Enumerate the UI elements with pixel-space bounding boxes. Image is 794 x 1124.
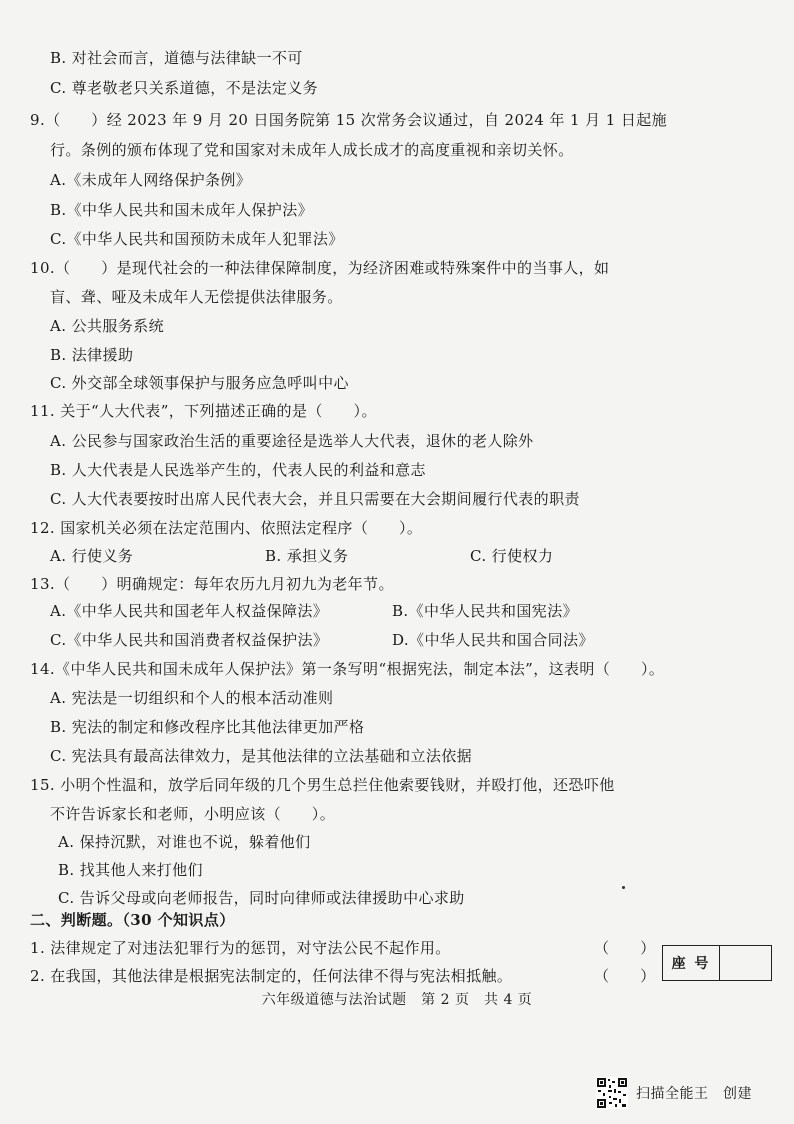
q10-option-a: A. 公共服务系统 <box>50 317 164 335</box>
scanner-watermark <box>596 1077 752 1109</box>
q11-option-a: A. 公民参与国家政治生活的重要途径是选举人大代表，退休的老人除外 <box>50 432 534 450</box>
tf-question-1: 1. 法律规定了对违法犯罪行为的惩罚，对守法公民不起作用。 <box>30 939 451 957</box>
page-footer: 六年级道德与法治试题 第 2 页 共 4 页 <box>261 992 533 1008</box>
q13-option-d: D.《中华人民共和国合同法》 <box>392 631 594 649</box>
q13-option-a: A.《中华人民共和国老年人权益保障法》 <box>50 602 329 620</box>
q11-option-c: C. 人大代表要按时出席人民代表大会，并且只需要在大会期间履行代表的职责 <box>50 490 580 508</box>
q13-option-c: C.《中华人民共和国消费者权益保护法》 <box>50 631 329 649</box>
q8-option-b: B. 对社会而言，道德与法律缺一不可 <box>50 49 303 67</box>
q10-option-c: C. 外交部全球领事保护与服务应急呼叫中心 <box>50 374 349 392</box>
q9-stem: 9.（ ）经 2023 年 9 月 20 日国务院第 15 次常务会议通过，自 2024 年 1 月 1 日起施 <box>30 111 668 129</box>
q12-option-b: B. 承担义务 <box>265 547 349 565</box>
tf-answer-bracket-2: （ ） <box>594 967 656 985</box>
q11-option-b: B. 人大代表是人民选举产生的，代表人民的利益和意志 <box>50 461 426 479</box>
q14-stem: 14.《中华人民共和国未成年人保护法》第一条写明“根据宪法，制定本法”，这表明（ ）。 <box>30 660 665 678</box>
q15-option-a: A. 保持沉默，对谁也不说，躲着他们 <box>58 833 311 851</box>
scan-speck <box>622 886 625 889</box>
q14-option-a: A. 宪法是一切组织和个人的根本活动准则 <box>50 689 334 707</box>
qr-code-icon <box>596 1077 628 1109</box>
q10-stem: 10.（ ）是现代社会的一种法律保障制度，为经济困难或特殊案件中的当事人，如 <box>30 259 610 277</box>
q9-option-a: A.《未成年人网络保护条例》 <box>50 171 252 189</box>
seat-number-box <box>662 945 772 981</box>
q13-stem: 13.（ ）明确规定：每年农历九月初九为老年节。 <box>30 575 394 593</box>
q14-option-c: C. 宪法具有最高法律效力，是其他法律的立法基础和立法依据 <box>50 747 473 765</box>
q12-option-a: A. 行使义务 <box>50 547 134 565</box>
q15-option-c: C. 告诉父母或向老师报告，同时向律师或法律援助中心求助 <box>58 889 465 907</box>
q15-stem-cont: 不许告诉家长和老师，小明应该（ ）。 <box>50 805 336 823</box>
q10-stem-cont: 盲、聋、哑及未成年人无偿提供法律服务。 <box>50 288 343 306</box>
q9-option-c: C.《中华人民共和国预防未成年人犯罪法》 <box>50 230 344 248</box>
q9-option-b: B.《中华人民共和国未成年人保护法》 <box>50 201 313 219</box>
tf-question-2: 2. 在我国，其他法律是根据宪法制定的，任何法律不得与宪法相抵触。 <box>30 967 513 985</box>
q12-option-c: C. 行使权力 <box>470 547 554 565</box>
seat-number-blank <box>720 946 771 980</box>
q13-option-b: B.《中华人民共和国宪法》 <box>392 602 578 620</box>
seat-number-label: 座 号 <box>663 946 720 980</box>
q10-option-b: B. 法律援助 <box>50 346 134 364</box>
q15-option-b: B. 找其他人来打他们 <box>58 861 203 879</box>
q14-option-b: B. 宪法的制定和修改程序比其他法律更加严格 <box>50 718 365 736</box>
q15-stem: 15. 小明个性温和，放学后同年级的几个男生总拦住他索要钱财，并殴打他，还恐吓他 <box>30 776 615 794</box>
q8-option-c: C. 尊老敬老只关系道德，不是法定义务 <box>50 79 319 97</box>
q12-stem: 12. 国家机关必须在法定范围内、依照法定程序（ ）。 <box>30 519 423 537</box>
section-two-heading: 二、判断题。（30 个知识点） <box>30 911 235 929</box>
scanner-watermark-text: 扫描全能王 创建 <box>636 1086 752 1102</box>
tf-answer-bracket-1: （ ） <box>594 939 656 957</box>
q9-stem-cont: 行。条例的颁布体现了党和国家对未成年人成长成才的高度重视和亲切关怀。 <box>50 141 574 159</box>
q11-stem: 11. 关于“人大代表”，下列描述正确的是（ ）。 <box>30 402 377 420</box>
